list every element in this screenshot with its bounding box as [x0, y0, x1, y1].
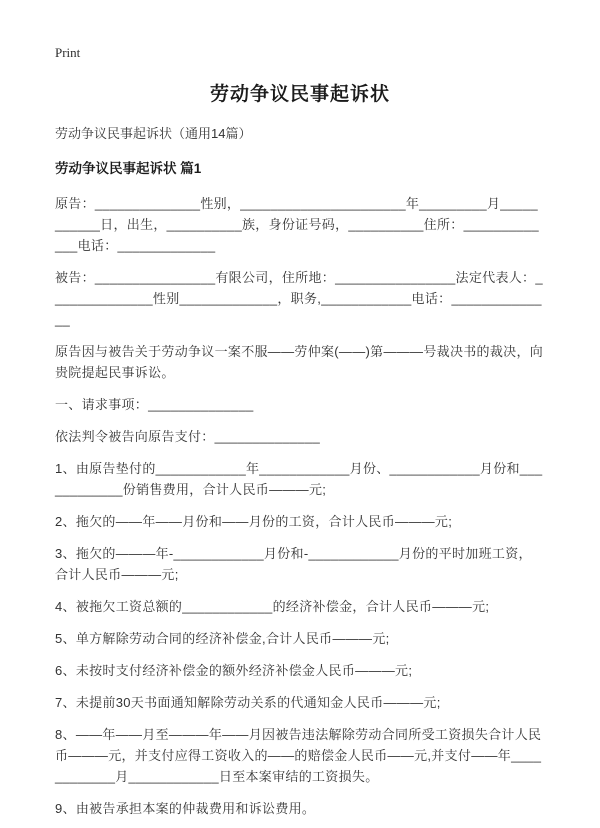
defendant-info-paragraph: 被告：________________有限公司，住所地：________________法定代表人：______________性别_____________，职务,____________电话：______________: [55, 270, 543, 327]
plaintiff-info-paragraph: 原告：______________性别，______________________年_________月___________日，出生，__________族，身份证号码，__________住所：_____________电话：_____________: [55, 196, 539, 253]
claim-item-7: 7、未提前30天书面通知解除劳动关系的代通知金人民币———元;: [55, 695, 441, 710]
claim-item-9: 9、由被告承担本案的仲裁费用和诉讼费用。: [55, 801, 316, 816]
claim-item-5: 5、单方解除劳动合同的经济补偿金,合计人民币———元;: [55, 631, 390, 646]
claim-item-6: 6、未按时支付经济补偿金的额外经济补偿金人民币———元;: [55, 663, 413, 678]
document-subtitle: 劳动争议民事起诉状（通用14篇）: [55, 126, 252, 141]
claims-intro-line: 依法判令被告向原告支付：______________: [55, 429, 321, 444]
claims-heading-line: 一、请求事项：______________: [55, 397, 254, 412]
case-intro-paragraph: 原告因与被告关于劳动争议一案不服——劳仲案(——)第———号裁决书的裁决，向贵院提起民事诉讼。: [55, 344, 544, 380]
claim-item-3: 3、拖欠的———年-____________月份和-____________月份的平时加班工资，合计人民币———元;: [55, 546, 532, 582]
section-heading: 劳动争议民事起诉状 篇1: [55, 161, 202, 176]
claim-item-2: 2、拖欠的——年——月份和——月份的工资，合计人民币———元;: [55, 514, 453, 529]
claim-item-8: 8、——年——月至———年——月因被告违法解除劳动合同所受工资损失合计人民币———元，并支付应得工资收入的——的赔偿金人民币——元,并支付——年____________月____________日至本案审结的工资损失。: [55, 727, 542, 784]
print-button[interactable]: Print: [55, 45, 81, 60]
claim-item-1: 1、由原告垫付的____________年____________月份、____________月份和____________份销售费用，合计人民币———元;: [55, 461, 543, 497]
page-title: 劳动争议民事起诉状: [209, 84, 390, 105]
claim-item-4: 4、被拖欠工资总额的____________的经济补偿金，合计人民币———元;: [55, 599, 490, 614]
